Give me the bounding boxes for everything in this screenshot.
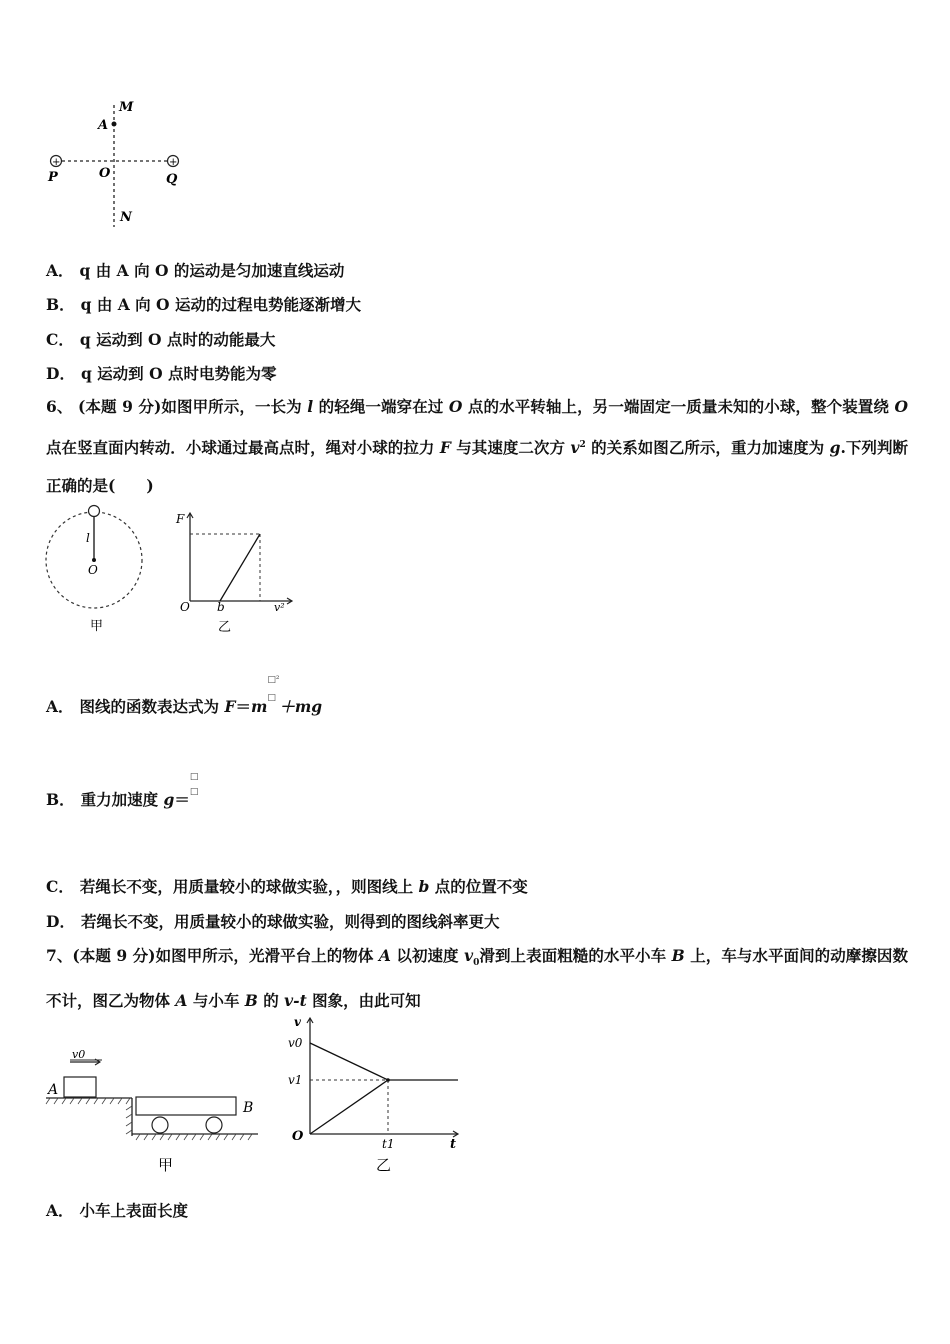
figure-q6-yi — [170, 505, 300, 640]
line-a — [310, 1043, 388, 1080]
label-b: b — [217, 600, 225, 614]
option-text: q 运动到 O 点时的动能最大 — [79, 330, 276, 349]
option-letter: A． — [46, 261, 74, 280]
label-t: t — [450, 1137, 457, 1152]
caption-yi: 乙 — [376, 1156, 392, 1174]
option-text: q 运动到 O 点时电势能为零 — [80, 364, 277, 383]
ball — [89, 506, 100, 517]
option-letter: B． — [46, 295, 75, 314]
label-f: F — [176, 512, 185, 526]
cart-b — [136, 1097, 236, 1115]
graph-line — [220, 534, 260, 601]
q5-option-d — [46, 364, 276, 384]
fraction: □² □ — [267, 675, 280, 703]
figure-q7-yi — [282, 1010, 467, 1180]
option-letter: C． — [46, 330, 74, 349]
label-t1: t1 — [382, 1137, 395, 1151]
q6-option-b: B． 重力加速度 g＝ □ □ — [46, 790, 202, 810]
block-a — [64, 1077, 96, 1097]
q6-stem: 6、 (本题 9 分)如图甲所示，一长为 l 的轻绳一端穿在过 O 点的水平转轴上，另一端固定一质量未知的小球，整个装置绕 O 点在竖直面内转动．小球通过最高点时，绳对小球的拉力 F 与其速度二次方 $v^2$ 的关系如图乙所示，重力加速度为 g.下列判断正确的是( ) — [46, 397, 909, 496]
figure-charges-mn — [40, 95, 200, 235]
ground-hatch — [136, 1134, 252, 1140]
wheel — [152, 1117, 168, 1133]
pivot-o — [92, 558, 96, 562]
figure-q6-jia — [40, 500, 150, 640]
label-b: B — [243, 1100, 254, 1116]
caption-jia: 甲 — [158, 1156, 174, 1174]
fraction: □ □ — [189, 772, 199, 797]
q5-option-a — [46, 261, 344, 281]
label-v0: v0 — [288, 1036, 303, 1050]
q5-option-b — [46, 295, 361, 315]
charge-q-sign: + — [169, 157, 178, 168]
option-letter: D． — [46, 364, 75, 383]
figure-q7-jia — [40, 1050, 265, 1180]
label-o: O — [88, 563, 98, 577]
label-o: O — [292, 1129, 304, 1144]
label-n: N — [120, 210, 132, 225]
option-text: 小车上表面长度 — [79, 1201, 189, 1220]
q6-option-a: A． 图线的函数表达式为 F＝m □² □ ＋mg — [46, 675, 323, 716]
label-a: A — [98, 118, 109, 133]
option-text: q 由 A 向 O 的运动是匀加速直线运动 — [79, 261, 345, 280]
option-text: q 由 A 向 O 运动的过程电势能逐渐增大 — [80, 295, 361, 314]
label-a: A — [48, 1082, 59, 1098]
label-v0: v0 — [72, 1050, 86, 1061]
label-m: M — [119, 100, 134, 115]
point-a — [112, 122, 117, 127]
label-v1: v1 — [288, 1073, 303, 1087]
q6-option-c: C． 若绳长不变，用质量较小的球做实验，，则图线上 b 点的位置不变 — [46, 877, 528, 896]
option-letter: A． — [46, 1201, 74, 1220]
platform-hatch — [46, 1098, 132, 1134]
q7-option-a — [46, 1201, 188, 1221]
caption-yi: 乙 — [218, 620, 232, 635]
label-v: v — [294, 1015, 301, 1029]
label-l: l — [86, 531, 90, 545]
label-v2: v² — [274, 601, 285, 614]
q7-stem: 7、(本题 9 分)如图甲所示，光滑平台上的物体 A 以初速度 $v_0$滑到上表面粗糙的水平小车 B 上，车与水平面间的动摩擦因数不计，图乙为物体 A 与小车 B 的 v-t 图象，由此可知 — [46, 946, 908, 1011]
q6-option-d: D． 若绳长不变，用质量较小的球做实验，则得到的图线斜率更大 — [46, 912, 500, 931]
wheel — [206, 1117, 222, 1133]
q5-option-c — [46, 330, 275, 350]
caption-jia: 甲 — [90, 619, 104, 634]
label-q: Q — [166, 172, 178, 187]
label-p: P — [48, 170, 58, 185]
label-o: O — [180, 600, 190, 614]
label-o: O — [99, 166, 111, 181]
charge-p-sign: + — [52, 157, 61, 168]
line-b — [310, 1080, 388, 1134]
